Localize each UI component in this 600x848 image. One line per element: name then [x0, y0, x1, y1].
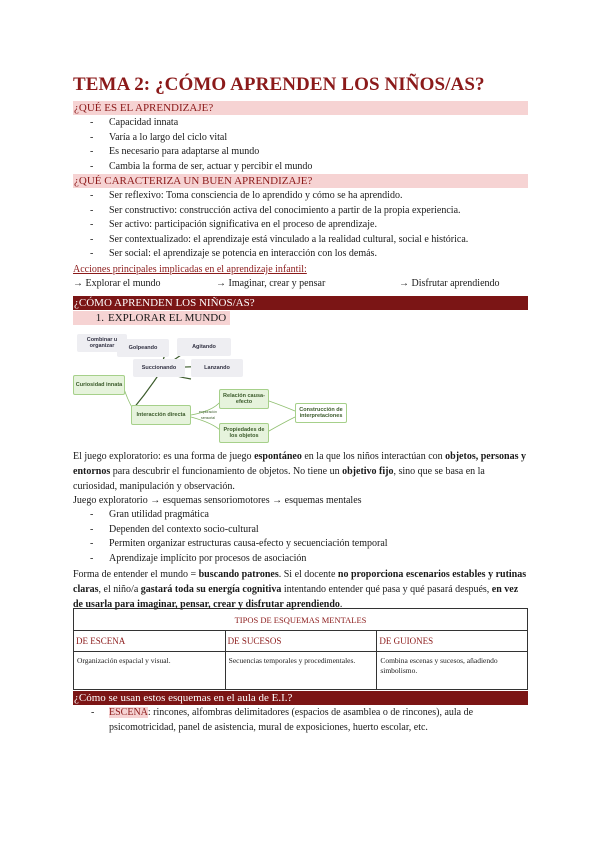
text: , el niño/a — [98, 584, 141, 596]
section-heading-what-is-learning: ¿QUÉ ES EL APRENDIZAJE? — [73, 101, 528, 115]
list-item: - Dependen del contexto socio-cultural — [73, 523, 528, 538]
action-enjoy: → Disfrutar aprendiendo — [399, 278, 500, 289]
list-item: - Ser activo: participación significativa en el proceso de aprendizaje. — [73, 218, 528, 233]
patterns-paragraph — [73, 567, 528, 613]
list-item: - Es necesario para adaptarse al mundo — [73, 145, 528, 160]
text: . Si el docente — [278, 569, 338, 580]
scene-label: ESCENA — [109, 707, 148, 718]
list-item: - Ser reflexivo: Toma consciencia de lo aprendido y cómo se ha aprendido. — [73, 189, 528, 204]
list-item: - Permiten organizar estructuras causa-efecto y secuenciación temporal — [73, 537, 528, 552]
node-agitando: Agitando — [177, 338, 231, 356]
table-header-scene: DE ESCENA — [74, 631, 226, 652]
schema-progression: Juego exploratorio → esquemas sensoriomotores → esquemas mentales — [73, 495, 362, 506]
good-learning-list — [73, 189, 528, 262]
list-bullet: - — [91, 707, 95, 718]
list-item: - Capacidad innata — [73, 116, 528, 131]
table-header-scripts: DE GUIONES — [377, 631, 528, 652]
list-item: - Varía a lo largo del ciclo vital — [73, 131, 528, 146]
exploration-diagram — [73, 331, 353, 443]
learning-definition-list — [73, 116, 528, 174]
text: para descubrir el funcionamiento de objetos. No tiene un — [110, 466, 343, 478]
section-heading-good-learning: ¿QUÉ CARACTERIZA UN BUEN APRENDIZAJE? — [73, 174, 528, 188]
node-object-properties: Propiedades de los objetos — [219, 423, 269, 443]
node-curiosity: Curiosidad innata — [73, 375, 125, 395]
node-small-label: exploración sensorial — [199, 409, 217, 420]
list-item: - Gran utilidad pragmática — [73, 508, 528, 523]
schema-features-list — [73, 508, 528, 566]
table-cell-scripts: Combina escenas y sucesos, añadiendo simbolismo. — [377, 652, 528, 690]
exploratory-play-paragraph — [73, 449, 528, 495]
list-item: - Ser constructivo: construcción activa del conocimiento a partir de la propia experiencia. — [73, 204, 528, 219]
list-item: - Aprendizaje implícito por procesos de asociación — [73, 552, 528, 567]
action-explore: → Explorar el mundo — [73, 278, 161, 289]
bold-text: no proporciona escenarios estables y rutinas claras — [73, 569, 527, 596]
bold-text: buscando patrones — [198, 569, 279, 580]
page-title: TEMA 2: ¿CÓMO APRENDEN LOS NIÑOS/AS? — [73, 74, 485, 95]
bold-text: objetos, personas y entornos — [73, 451, 526, 478]
actions-row — [73, 278, 528, 292]
section-heading-how-children-learn: ¿CÓMO APRENDEN LOS NIÑOS/AS? — [73, 296, 528, 310]
bold-text: en vez de usarla para imaginar, pensar, crear y disfrutar aprendiendo — [73, 584, 519, 611]
bold-text: gastará toda su energía cognitiva — [140, 584, 282, 596]
node-succionando: Succionando — [133, 359, 185, 377]
node-combine: Combinar u organizar — [77, 334, 127, 352]
table-cell-scene: Organización espacial y visual. — [74, 652, 226, 690]
node-lanzando: Lanzando — [191, 359, 243, 377]
text: en la que los niños interactúan con — [301, 451, 446, 462]
text: Forma de entender el mundo = — [73, 569, 199, 580]
actions-label: Acciones principales implicadas en el aprendizaje infantil: — [73, 264, 307, 275]
table-header-events: DE SUCESOS — [225, 631, 377, 652]
action-imagine: → Imaginar, crear y pensar — [216, 278, 326, 289]
table-cell-events: Secuencias temporales y procedimentales. — [225, 652, 377, 690]
text: El juego exploratorio: es una forma de juego — [73, 451, 255, 462]
section-heading-usage-in-class: ¿Cómo se usan estos esquemas en el aula de E.I.? — [73, 691, 528, 705]
scene-usage-line-1 — [109, 706, 528, 720]
list-item: - Ser social: el aprendizaje se potencia en interacción con los demás. — [73, 247, 528, 262]
list-item: - Ser contextualizado: el aprendizaje está vinculado a la realidad cultural, social e histórica. — [73, 233, 528, 248]
text: , sino que se basa en la curiosidad, manipulación y observación. — [73, 466, 485, 493]
text: intentando entender qué pasa y qué pasará después, — [281, 584, 492, 596]
text: : rincones, alfombras delimitadores (espacios de asamblea o de rincones), aula de — [147, 707, 474, 718]
node-direct-interaction: Interacción directa — [131, 405, 191, 425]
subsection-title: EXPLORAR EL MUNDO — [108, 312, 227, 324]
table-title: TIPOS DE ESQUEMAS MENTALES — [74, 609, 528, 631]
bold-text: objetivo fijo — [342, 466, 394, 478]
subsection-number: 1. — [95, 312, 104, 324]
node-cause-effect: Relación causa-efecto — [219, 389, 269, 409]
list-item: - Cambia la forma de ser, actuar y percibir el mundo — [73, 160, 528, 175]
scene-usage-line-2: psicomotricidad, panel de asistencia, mural de exposiciones, huerto escolar, etc. — [109, 722, 428, 733]
subsection-explore-world — [73, 311, 230, 325]
node-interpretations: Construcción de interpretaciones — [295, 403, 347, 423]
text: . — [339, 599, 343, 611]
node-golpeando: Golpeando — [117, 339, 169, 357]
bold-text: espontáneo — [254, 451, 302, 462]
mental-schemas-table — [73, 608, 528, 690]
